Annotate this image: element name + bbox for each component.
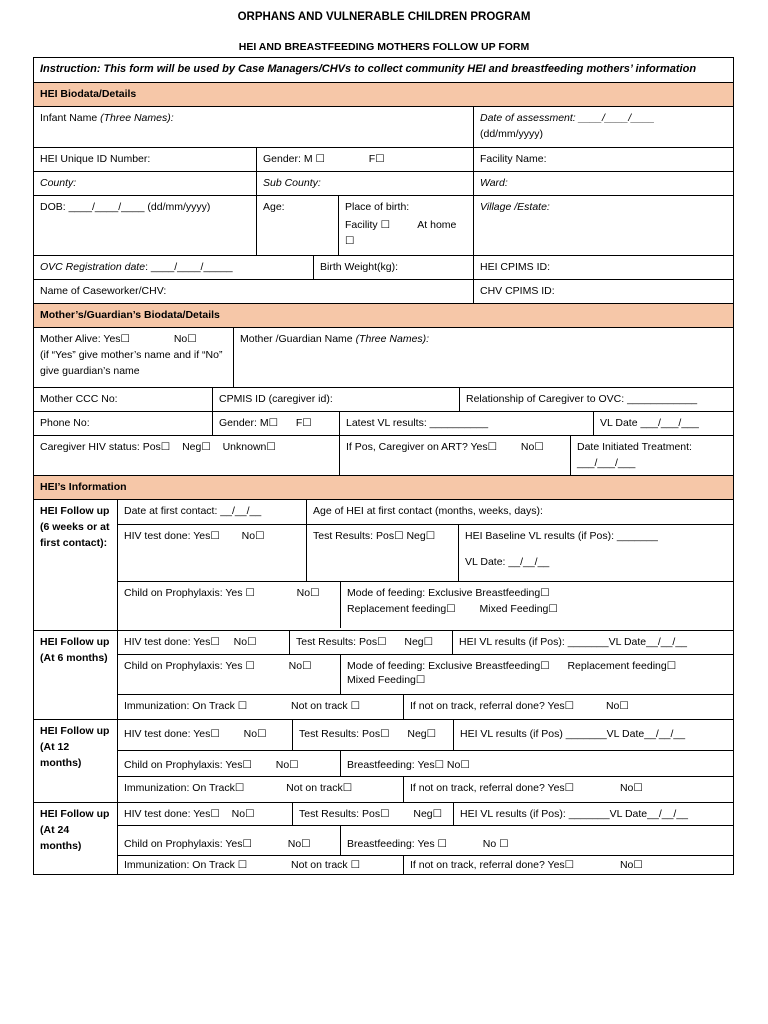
on-track-checkbox[interactable]: Immunization: On Track ☐ [124, 700, 248, 712]
latest-vl-field[interactable]: Latest VL results: __________ [339, 412, 593, 435]
prophylaxis-field [118, 655, 340, 694]
prophylaxis-yes-checkbox[interactable]: Child on Prophylaxis: Yes☐ [124, 759, 252, 771]
prophylaxis-no-checkbox[interactable]: No☐ [275, 759, 299, 771]
referral-no-checkbox[interactable]: No☐ [619, 782, 643, 794]
infant-name-label: Infant Name [40, 112, 98, 124]
date-initiated-label: Date Initiated Treatment: [577, 441, 692, 453]
hiv-pos-checkbox[interactable]: Caregiver HIV status: Pos☐ [40, 441, 171, 453]
caseworker-name-field[interactable]: Name of Caseworker/CHV: [40, 285, 167, 297]
hei-row-location [34, 171, 733, 195]
test-pos-checkbox[interactable]: Test Results: Pos☐ [299, 808, 390, 820]
village-estate-field[interactable]: Village /Estate: [473, 196, 733, 255]
followup-label: HEI Follow up (At 12 months) [34, 720, 118, 802]
exclusive-breastfeeding-checkbox[interactable]: Mode of feeding: Exclusive Breastfeeding☐ [347, 587, 550, 599]
ovc-registration-date-field[interactable] [34, 256, 313, 279]
instruction-row [34, 58, 733, 82]
mother-gender-m-checkbox[interactable]: Gender: M☐ [219, 417, 279, 429]
mother-gender-f-checkbox[interactable]: F☐ [295, 417, 312, 429]
form-program-title: ORPHANS AND VULNERABLE CHILDREN PROGRAM [237, 11, 531, 23]
mode-of-feeding-field [340, 655, 733, 694]
birth-weight-field[interactable]: Birth Weight(kg): [313, 256, 473, 279]
followup-label: HEI Follow up (At 24 months) [34, 803, 118, 874]
fu24-row-immunization [118, 855, 733, 874]
test-results-field[interactable]: Test Results: Pos☐ Neg☐ [306, 525, 458, 581]
referral-field [403, 777, 733, 802]
gender-f-checkbox[interactable]: F☐ [368, 153, 385, 165]
breastfeeding-field[interactable]: Breastfeeding: Yes☐ No☐ [340, 751, 733, 776]
followup-label: HEI Follow up (At 6 months) [34, 631, 118, 719]
mother-row-phone [34, 411, 733, 435]
referral-yes-checkbox[interactable]: If not on track, referral done? Yes☐ [410, 859, 575, 871]
fu1-row-test [118, 524, 733, 581]
fu1-row-contact [118, 500, 733, 524]
hei-followup-24-months [34, 802, 733, 874]
home-birth-checkbox[interactable]: At home ☐ [345, 219, 457, 247]
facility-name-field[interactable]: Facility Name: [473, 148, 733, 171]
date-of-assessment-label: Date of assessment: ____/____/____ [480, 112, 655, 124]
breastfeeding-yes-checkbox[interactable]: Breastfeeding: Yes ☐ [347, 838, 447, 850]
not-on-track-checkbox[interactable]: Not on track☐ [286, 782, 353, 794]
hiv-neg-checkbox[interactable]: Neg☐ [182, 441, 211, 453]
immunization-field [118, 856, 403, 874]
hiv-test-no-checkbox[interactable]: No☐ [231, 808, 255, 820]
dob-field[interactable]: DOB: ____/____/____ (dd/mm/yyyy) [40, 201, 211, 213]
mother-alive-yes-checkbox[interactable]: Mother Alive: Yes☐ [40, 333, 130, 345]
on-track-checkbox[interactable]: Immunization: On Track ☐ [124, 859, 248, 871]
hei-row-id [34, 147, 733, 171]
caregiver-on-art-field [339, 436, 570, 475]
prophylaxis-field [118, 582, 340, 628]
prophylaxis-yes-checkbox[interactable]: Child on Prophylaxis: Yes ☐ [124, 587, 255, 599]
breastfeeding-field [340, 826, 733, 855]
prophylaxis-field [118, 826, 340, 855]
hei-cpims-id-field[interactable]: HEI CPIMS ID: [473, 256, 733, 279]
section-hei-biodata [34, 82, 733, 106]
section-mother-biodata [34, 303, 733, 327]
mother-alive-note: (if “Yes” give mother’s name and if “No” give guardian’s name [40, 349, 223, 377]
place-of-birth-label: Place of birth: [345, 201, 410, 213]
hiv-test-yes-checkbox[interactable]: HIV test done: Yes☐ [124, 530, 220, 542]
section-heading: Mother’s/Guardian’s Biodata/Details [40, 309, 220, 321]
chv-cpims-id-field[interactable]: CHV CPIMS ID: [473, 280, 733, 303]
referral-field [403, 856, 733, 874]
referral-field [403, 695, 733, 719]
fu12-row-test [118, 720, 733, 750]
baseline-vl-label: HEI Baseline VL results (if Pos): _______ [465, 530, 658, 542]
mother-row-alive [34, 327, 733, 387]
hei-followup-6-months [34, 630, 733, 719]
cpmis-id-field[interactable]: CPMIS ID (caregiver id): [212, 388, 459, 411]
mother-alive-no-checkbox[interactable]: No☐ [173, 333, 197, 345]
test-pos-checkbox[interactable]: Test Results: Pos☐ [299, 728, 390, 740]
hiv-test-no-checkbox[interactable]: No☐ [241, 530, 265, 542]
facility-birth-checkbox[interactable]: Facility ☐ [345, 219, 390, 231]
mother-alive-field [34, 328, 233, 387]
hiv-unknown-checkbox[interactable]: Unknown☐ [222, 441, 276, 453]
hiv-test-done-field [118, 631, 289, 654]
date-format-hint: (dd/mm/yyyy) [480, 128, 543, 140]
on-art-no-checkbox[interactable]: No☐ [520, 441, 544, 453]
hiv-test-no-checkbox[interactable]: No☐ [243, 728, 267, 740]
sub-county-field[interactable]: Sub County: [256, 172, 473, 195]
prophylaxis-field [118, 751, 340, 776]
prophylaxis-no-checkbox[interactable]: No☐ [287, 838, 311, 850]
immunization-field [118, 777, 403, 802]
hei-followup-12-months [34, 719, 733, 802]
fu12-row-immunization [118, 776, 733, 802]
not-on-track-checkbox[interactable]: Not on track ☐ [291, 859, 360, 871]
three-names-hint: (Three Names): [100, 112, 174, 124]
prophylaxis-yes-checkbox[interactable]: Child on Prophylaxis: Yes☐ [124, 838, 252, 850]
vl-date-label: VL Date: __/__/__ [465, 556, 550, 568]
test-results-field [289, 631, 452, 654]
on-art-yes-checkbox[interactable]: If Pos, Caregiver on ART? Yes☐ [346, 441, 498, 453]
hei-row-ovc [34, 255, 733, 279]
hiv-test-done-field [118, 803, 292, 825]
fu6-row-prophylaxis [118, 654, 733, 694]
county-field[interactable]: County: [40, 177, 77, 189]
test-neg-checkbox[interactable]: Neg☐ [407, 728, 437, 740]
ovc-registration-label: OVC Registration date [40, 261, 146, 273]
hei-unique-id-field[interactable]: HEI Unique ID Number: [40, 153, 151, 165]
section-hei-info [34, 475, 733, 499]
mother-gender-field [212, 412, 339, 435]
referral-no-checkbox[interactable]: No☐ [619, 859, 643, 871]
age-first-contact-field[interactable]: Age of HEI at first contact (months, weeks, days): [306, 500, 733, 524]
mother-row-ids [34, 387, 733, 411]
ward-field[interactable]: Ward: [473, 172, 733, 195]
age-field[interactable]: Age: [256, 196, 338, 255]
three-names-hint: (Three Names): [355, 333, 430, 345]
mother-row-hiv [34, 435, 733, 475]
instruction-text: Instruction: This form will be used by Case Managers/CHVs to collect community HEI and breastfeeding mothers’ information [40, 63, 697, 75]
date-of-assessment-field[interactable] [473, 107, 733, 147]
immunization-field [118, 695, 403, 719]
guardian-name-field[interactable] [233, 328, 733, 387]
followup-label: HEI Follow up (6 weeks or at first contact): [34, 500, 118, 630]
hei-row-name [34, 106, 733, 147]
mixed-feeding-checkbox[interactable]: Mixed Feeding☐ [347, 674, 426, 686]
replacement-feeding-checkbox[interactable]: Replacement feeding☐ [347, 603, 456, 615]
test-results-field [292, 720, 453, 750]
replacement-feeding-checkbox[interactable]: Replacement feeding☐ [567, 660, 677, 672]
section-heading: HEI Biodata/Details [40, 88, 137, 100]
mixed-feeding-checkbox[interactable]: Mixed Feeding☐ [479, 603, 558, 615]
hiv-test-yes-checkbox[interactable]: HIV test done: Yes☐ [124, 808, 220, 820]
hiv-test-done-field [118, 525, 306, 581]
breastfeeding-no-checkbox[interactable]: No ☐ [482, 838, 509, 850]
follow-up-form [33, 57, 734, 875]
mother-ccc-field[interactable]: Mother CCC No: [40, 393, 118, 405]
section-heading: HEI’s Information [40, 481, 127, 493]
hiv-test-done-field [118, 720, 292, 750]
vl-results-field[interactable]: HEI VL results (if Pos): _______VL Date__/__/__ [452, 631, 733, 654]
gender-m-checkbox[interactable]: Gender: M ☐ [263, 153, 325, 165]
vl-date-field[interactable]: VL Date ___/___/___ [593, 412, 733, 435]
fu1-row-prophylaxis [118, 581, 733, 628]
hiv-test-yes-checkbox[interactable]: HIV test done: Yes☐ [124, 728, 220, 740]
referral-yes-checkbox[interactable]: If not on track, referral done? Yes☐ [410, 782, 575, 794]
guardian-name-label: Mother /Guardian Name [240, 333, 353, 345]
prophylaxis-yes-checkbox[interactable]: Child on Prophylaxis: Yes ☐ [124, 660, 255, 672]
hei-gender-field[interactable] [256, 148, 473, 171]
vl-results-field[interactable]: HEI VL results (if Pos): _______VL Date__/__/__ [453, 803, 733, 825]
fu12-row-prophylaxis [118, 750, 733, 776]
test-neg-checkbox[interactable]: Neg☐ [413, 808, 443, 820]
exclusive-breastfeeding-checkbox[interactable]: Mode of feeding: Exclusive Breastfeeding☐ [347, 660, 550, 672]
test-neg-checkbox[interactable]: Neg☐ [404, 636, 434, 648]
not-on-track-checkbox[interactable]: Not on track ☐ [291, 700, 360, 712]
relationship-field[interactable]: Relationship of Caregiver to OVC: ____________ [459, 388, 733, 411]
fu24-row-prophylaxis [118, 825, 733, 855]
phone-field[interactable]: Phone No: [40, 417, 90, 429]
referral-yes-checkbox[interactable]: If not on track, referral done? Yes☐ [410, 700, 575, 712]
date-initiated-field[interactable] [570, 436, 733, 475]
fu24-row-test [118, 803, 733, 825]
on-track-checkbox[interactable]: Immunization: On Track☐ [124, 782, 245, 794]
hei-followup-first-contact [34, 499, 733, 630]
date-initiated-blank: ___/___/___ [577, 457, 636, 469]
referral-no-checkbox[interactable]: No☐ [605, 700, 629, 712]
hiv-test-no-checkbox[interactable]: No☐ [233, 636, 257, 648]
date-first-contact-field[interactable]: Date at first contact: __/__/__ [124, 505, 262, 517]
ovc-registration-blank: : ____/____/_____ [145, 261, 233, 273]
caregiver-hiv-status-field [34, 436, 339, 475]
baseline-vl-field[interactable] [458, 525, 733, 581]
infant-name-field[interactable] [34, 107, 473, 147]
test-results-field [292, 803, 453, 825]
prophylaxis-no-checkbox[interactable]: No☐ [288, 660, 312, 672]
prophylaxis-no-checkbox[interactable]: No☐ [296, 587, 320, 599]
hiv-test-yes-checkbox[interactable]: HIV test done: Yes☐ [124, 636, 220, 648]
hei-row-dob [34, 195, 733, 255]
hei-row-caseworker [34, 279, 733, 303]
place-of-birth-field [338, 196, 473, 255]
mode-of-feeding-field [340, 582, 733, 628]
form-title: HEI AND BREASTFEEDING MOTHERS FOLLOW UP FORM [238, 41, 530, 53]
vl-results-field[interactable]: HEI VL results (if Pos) _______VL Date__/__/__ [453, 720, 733, 750]
fu6-row-test [118, 631, 733, 654]
fu6-row-immunization [118, 694, 733, 719]
test-pos-checkbox[interactable]: Test Results: Pos☐ [296, 636, 387, 648]
